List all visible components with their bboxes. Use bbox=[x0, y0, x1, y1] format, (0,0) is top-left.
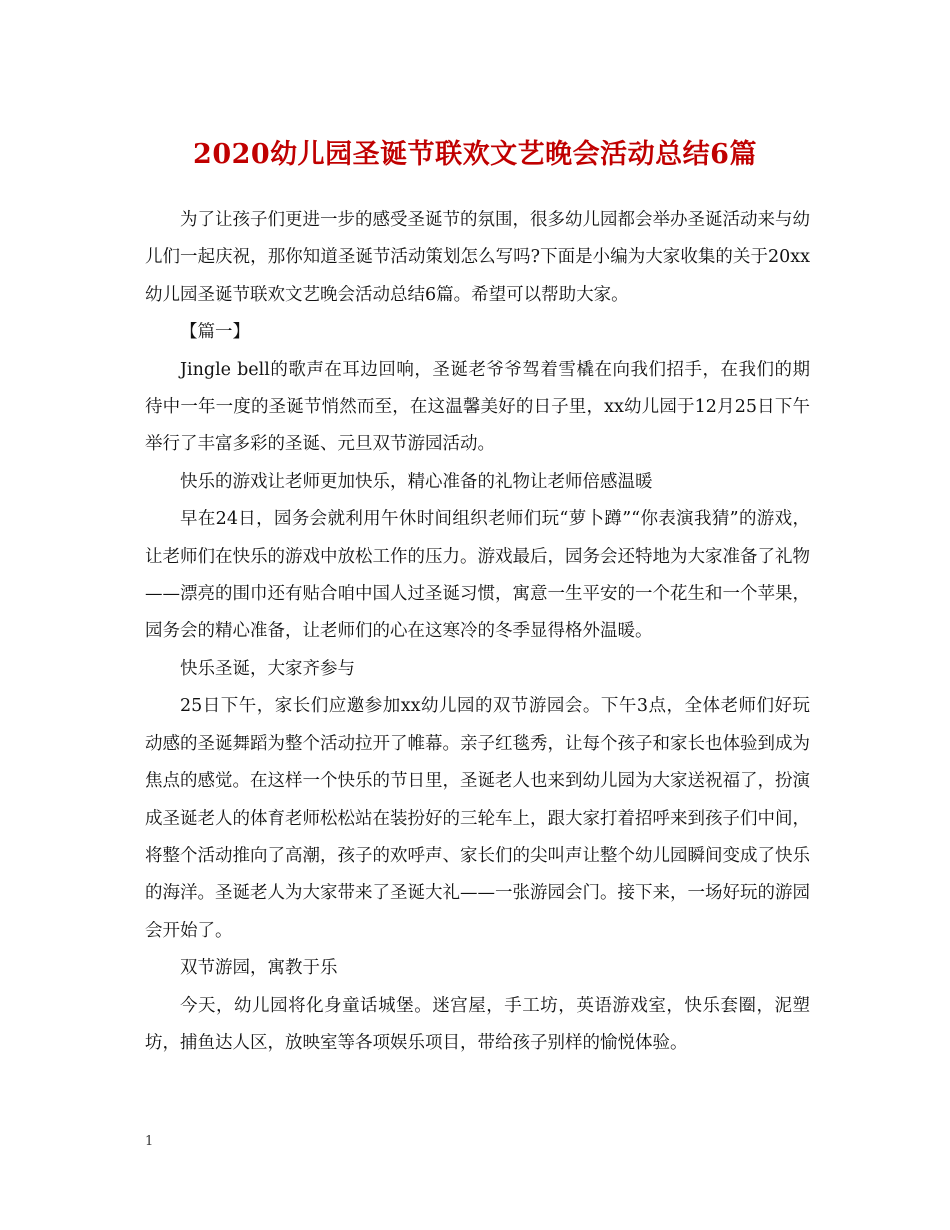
document-body bbox=[145, 202, 810, 1062]
subheading: 快乐圣诞，大家齐参与 bbox=[180, 658, 355, 679]
subheading: 双节游园，寓教于乐 bbox=[180, 958, 338, 979]
document-title: 2020幼儿园圣诞节联欢文艺晚会活动总结6篇 bbox=[193, 139, 757, 170]
intro-paragraph: 为了让孩子们更进一步的感受圣诞节的氛围，很多幼儿园都会举办圣诞活动来与幼儿们一起庆祝，那你知道圣诞节活动策划怎么写吗?下面是小编为大家收集的关于20xx幼儿园圣诞节联欢文艺晚会活动总结6篇。希望可以帮助大家。 bbox=[145, 210, 810, 305]
body-paragraph: 早在24日，园务会就利用午休时间组织老师们玩“萝卜蹲”“你表演我猜”的游戏，让老师们在快乐的游戏中放松工作的压力。游戏最后，园务会还特地为大家准备了礼物——漂亮的围巾还有贴合咱中国人过圣诞习惯，寓意一生平安的一个花生和一个苹果，园务会的精心准备，让老师们的心在这寒冷的冬季显得格外温暖。 bbox=[145, 509, 810, 642]
body-paragraph: 25日下午，家长们应邀参加xx幼儿园的双节游园会。下午3点，全体老师们好玩动感的圣诞舞蹈为整个活动拉开了帷幕。亲子红毯秀，让每个孩子和家长也体验到成为焦点的感觉。在这样一个快乐的节日里，圣诞老人也来到幼儿园为大家送祝福了，扮演成圣诞老人的体育老师松松站在装扮好的三轮车上，跟大家打着招呼来到孩子们中间，将整个活动推向了高潮，孩子的欢呼声、家长们的尖叫声让整个幼儿园瞬间变成了快乐的海洋。圣诞老人为大家带来了圣诞大礼——一张游园会门。接下来，一场好玩的游园会开始了。 bbox=[145, 696, 810, 941]
section-heading-part-one: 【篇一】 bbox=[180, 322, 250, 343]
body-paragraph: Jingle bell的歌声在耳边回响，圣诞老爷爷驾着雪橇在向我们招手，在我们的期待中一年一度的圣诞节悄然而至，在这温馨美好的日子里，xx幼儿园于12月25日下午举行了丰富多彩的圣诞、元旦双节游园活动。 bbox=[145, 359, 810, 455]
page-number: 1 bbox=[145, 1134, 154, 1149]
subheading: 快乐的游戏让老师更加快乐，精心准备的礼物让老师倍感温暖 bbox=[180, 471, 653, 492]
body-paragraph: 今天，幼儿园将化身童话城堡。迷宫屋，手工坊，英语游戏室，快乐套圈，泥塑坊，捕鱼达人区，放映室等各项娱乐项目，带给孩子别样的愉悦体验。 bbox=[145, 995, 810, 1053]
